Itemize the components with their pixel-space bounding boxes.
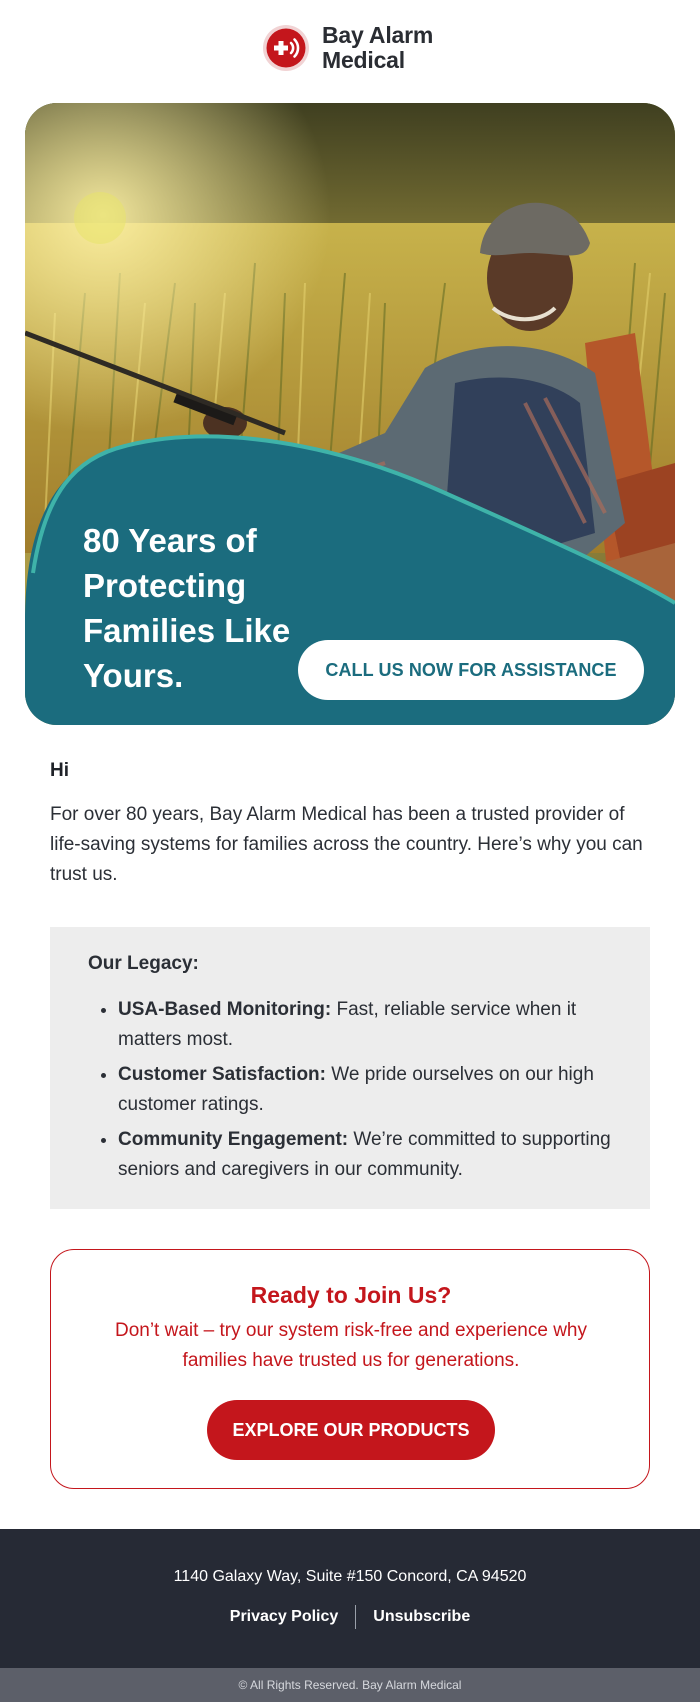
- email-header: [0, 0, 700, 100]
- footer-links: [0, 1605, 700, 1629]
- list-item: [118, 1060, 628, 1120]
- list-item-heading: USA-Based Monitoring:: [118, 999, 332, 1020]
- join-title: Ready to Join Us?: [250, 1282, 452, 1308]
- call-us-button[interactable]: CALL US NOW FOR ASSISTANCE: [298, 640, 644, 700]
- intro-paragraph: For over 80 years, Bay Alarm Medical has been a trusted provider of life-saving systems for families across the country. Here’s why you can trust us.: [50, 804, 643, 885]
- greeting: Hi: [50, 760, 69, 781]
- list-item-text: Fast, reliable service when it matters most.: [118, 999, 577, 1050]
- brand-name-line1: Bay Alarm: [322, 22, 434, 48]
- hero-banner: [25, 103, 675, 725]
- footer-address: 1140 Galaxy Way, Suite #150 Concord, CA 94520: [173, 1568, 527, 1585]
- plus-signal-icon: [262, 24, 310, 72]
- join-text: Don’t wait – try our system risk-free and experience why families have trusted us for generations.: [114, 1320, 587, 1371]
- list-item: [118, 995, 628, 1055]
- brand-logo[interactable]: [262, 23, 462, 73]
- privacy-policy-link[interactable]: Privacy Policy: [229, 1608, 339, 1625]
- list-item-text: We pride ourselves on our high customer ratings.: [118, 1064, 594, 1115]
- copyright-text: © All Rights Reserved. Bay Alarm Medical: [238, 1678, 462, 1692]
- explore-products-button[interactable]: EXPLORE OUR PRODUCTS: [207, 1400, 495, 1460]
- legacy-list: [88, 995, 628, 1190]
- unsubscribe-link[interactable]: Unsubscribe: [373, 1608, 471, 1625]
- list-item-text: We’re committed to supporting seniors and caregivers in our community.: [118, 1129, 611, 1180]
- legacy-box: [50, 927, 650, 1209]
- hero-title: 80 Years of Protecting Families Like Yours.: [83, 522, 291, 694]
- footer: [0, 1529, 700, 1668]
- list-item: [118, 1125, 628, 1185]
- copyright-bar: [0, 1668, 700, 1702]
- brand-name-line2: Medical: [322, 47, 405, 73]
- list-item-heading: Community Engagement:: [118, 1129, 349, 1150]
- legacy-title: Our Legacy:: [88, 953, 199, 974]
- list-item-heading: Customer Satisfaction:: [118, 1064, 326, 1085]
- brand-name: [322, 23, 433, 73]
- join-box: [50, 1249, 650, 1489]
